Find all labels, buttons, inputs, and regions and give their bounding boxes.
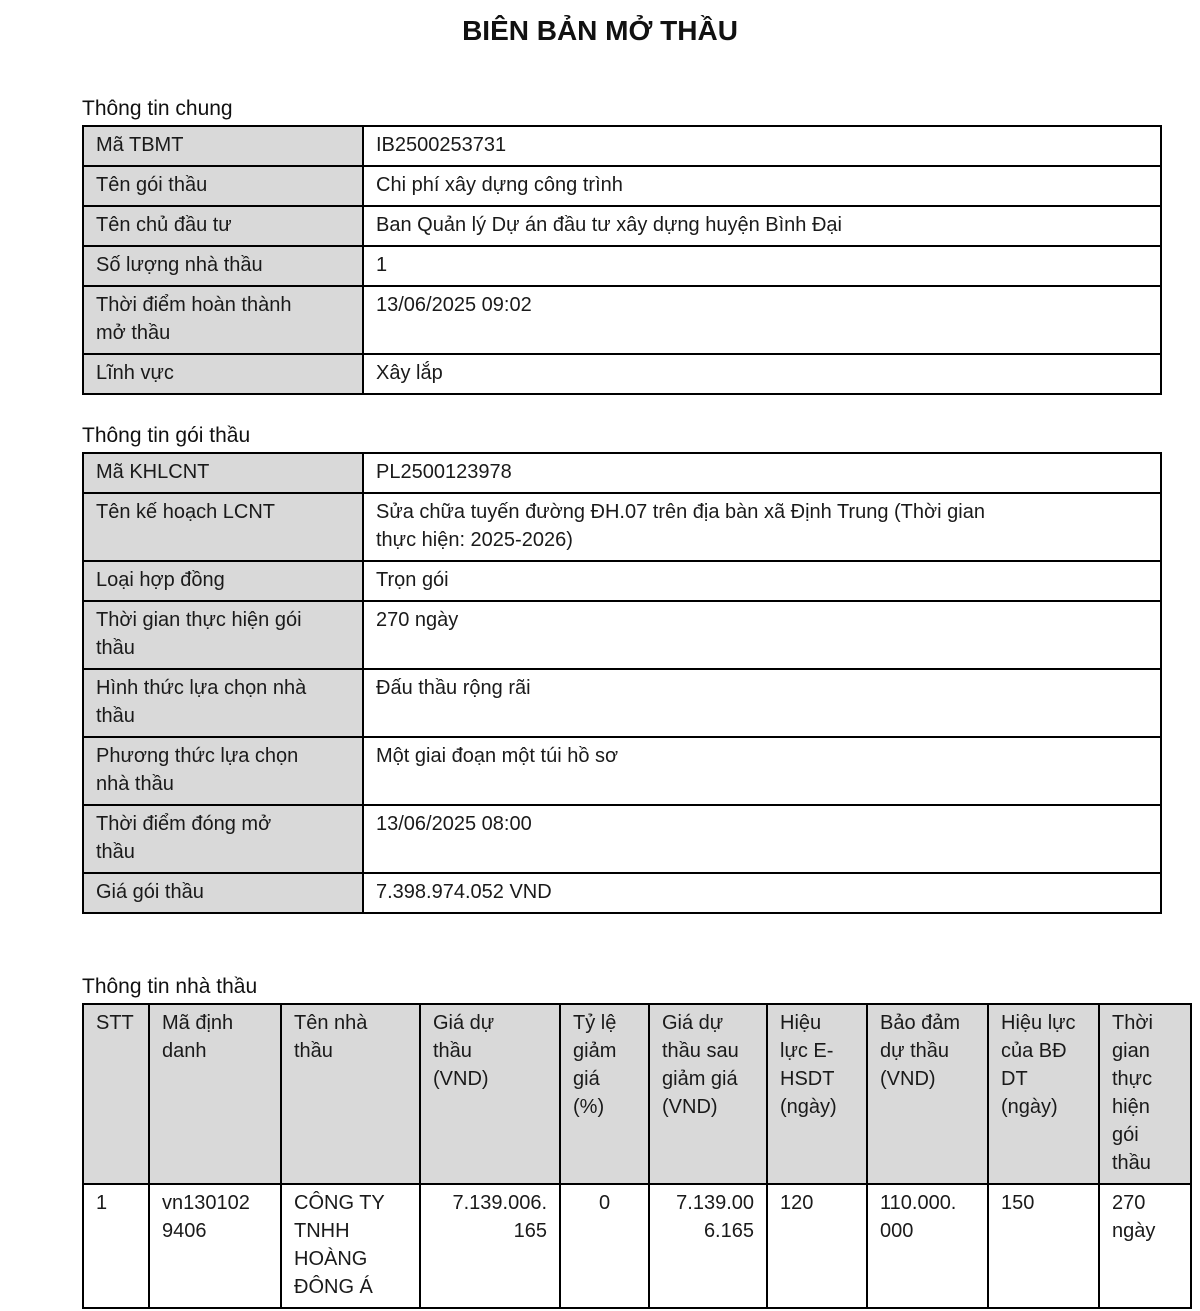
row-label: Hình thức lựa chọn nhà thầu — [83, 669, 363, 737]
table-row — [83, 246, 1161, 286]
cell-stt: 1 — [83, 1184, 149, 1308]
row-value: Một giai đoạn một túi hồ sơ — [363, 737, 1161, 805]
row-label: Loại hợp đồng — [83, 561, 363, 601]
row-value: IB2500253731 — [363, 126, 1161, 166]
row-value: Đấu thầu rộng rãi — [363, 669, 1161, 737]
row-value: Chi phí xây dựng công trình — [363, 166, 1161, 206]
row-label: Mã TBMT — [83, 126, 363, 166]
page-title: BIÊN BẢN MỞ THẦU — [462, 15, 738, 46]
cell-gia-du-thau: 7.139.006.165 — [420, 1184, 560, 1308]
table-row — [83, 805, 1161, 873]
table-header-row — [83, 1004, 1191, 1184]
column-header-ty-le-giam-gia: Tỷ lệ giảm giá (%) — [560, 1004, 649, 1184]
general-info-table — [82, 125, 1162, 395]
table-row — [83, 601, 1161, 669]
row-value: 1 — [363, 246, 1161, 286]
table-row — [83, 493, 1161, 561]
table-row — [83, 873, 1161, 913]
row-label: Thời điểm hoàn thành mở thầu — [83, 286, 363, 354]
cell-hieu-luc-ehsdt: 120 — [767, 1184, 867, 1308]
cell-ty-le-giam-gia: 0 — [560, 1184, 649, 1308]
column-header-ma-dinh-danh: Mã định danh — [149, 1004, 281, 1184]
row-label: Giá gói thầu — [83, 873, 363, 913]
row-label: Tên kế hoạch LCNT — [83, 493, 363, 561]
row-label: Thời điểm đóng mở thầu — [83, 805, 363, 873]
column-header-hieu-luc-ehsdt: Hiệu lực E-HSDT (ngày) — [767, 1004, 867, 1184]
cell-gia-sau-giam-gia: 7.139.006.165 — [649, 1184, 767, 1308]
column-header-thoi-gian-thuc-hien: Thời gian thực hiện gói thầu — [1099, 1004, 1191, 1184]
row-value: 7.398.974.052 VND — [363, 873, 1161, 913]
row-label: Mã KHLCNT — [83, 453, 363, 493]
section-heading-package: Thông tin gói thầu — [82, 424, 251, 447]
section-heading-contractors: Thông tin nhà thầu — [82, 975, 258, 998]
section-package-info — [82, 423, 1200, 914]
table-row — [83, 561, 1161, 601]
row-value: Trọn gói — [363, 561, 1161, 601]
section-heading-general: Thông tin chung — [82, 97, 233, 120]
column-header-hieu-luc-bddt: Hiệu lực của BĐ DT (ngày) — [988, 1004, 1099, 1184]
row-value: Sửa chữa tuyến đường ĐH.07 trên địa bàn xã Định Trung (Thời gian thực hiện: 2025-2026) — [363, 493, 1161, 561]
row-label: Lĩnh vực — [83, 354, 363, 394]
cell-ten-nha-thau: CÔNG TY TNHH HOÀNG ĐÔNG Á — [281, 1184, 420, 1308]
table-row — [83, 737, 1161, 805]
column-header-ten-nha-thau: Tên nhà thầu — [281, 1004, 420, 1184]
contractor-row — [83, 1184, 1191, 1308]
row-label: Thời gian thực hiện gói thầu — [83, 601, 363, 669]
cell-hieu-luc-bddt: 150 — [988, 1184, 1099, 1308]
column-header-gia-sau-giam-gia: Giá dự thầu sau giảm giá (VND) — [649, 1004, 767, 1184]
row-value: 13/06/2025 08:00 — [363, 805, 1161, 873]
cell-bao-dam-du-thau: 110.000.000 — [867, 1184, 988, 1308]
section-general-info — [82, 96, 1200, 395]
row-value: Ban Quản lý Dự án đầu tư xây dựng huyện Bình Đại — [363, 206, 1161, 246]
row-label: Số lượng nhà thầu — [83, 246, 363, 286]
cell-thoi-gian-thuc-hien: 270 ngày — [1099, 1184, 1191, 1308]
table-row — [83, 669, 1161, 737]
table-row — [83, 453, 1161, 493]
table-row — [83, 126, 1161, 166]
row-value: PL2500123978 — [363, 453, 1161, 493]
package-info-table — [82, 452, 1162, 914]
table-row — [83, 166, 1161, 206]
column-header-bao-dam-du-thau: Bảo đảm dự thầu (VND) — [867, 1004, 988, 1184]
cell-ma-dinh-danh: vn1301029406 — [149, 1184, 281, 1308]
row-label: Phương thức lựa chọn nhà thầu — [83, 737, 363, 805]
section-contractor-info — [82, 974, 1200, 1309]
row-value: Xây lắp — [363, 354, 1161, 394]
table-row — [83, 354, 1161, 394]
table-row — [83, 206, 1161, 246]
table-row — [83, 286, 1161, 354]
row-value: 13/06/2025 09:02 — [363, 286, 1161, 354]
column-header-gia-du-thau: Giá dự thầu (VND) — [420, 1004, 560, 1184]
document-content — [82, 96, 1200, 1309]
row-label: Tên chủ đầu tư — [83, 206, 363, 246]
column-header-stt: STT — [83, 1004, 149, 1184]
row-value: 270 ngày — [363, 601, 1161, 669]
row-label: Tên gói thầu — [83, 166, 363, 206]
contractors-table — [82, 1003, 1192, 1309]
